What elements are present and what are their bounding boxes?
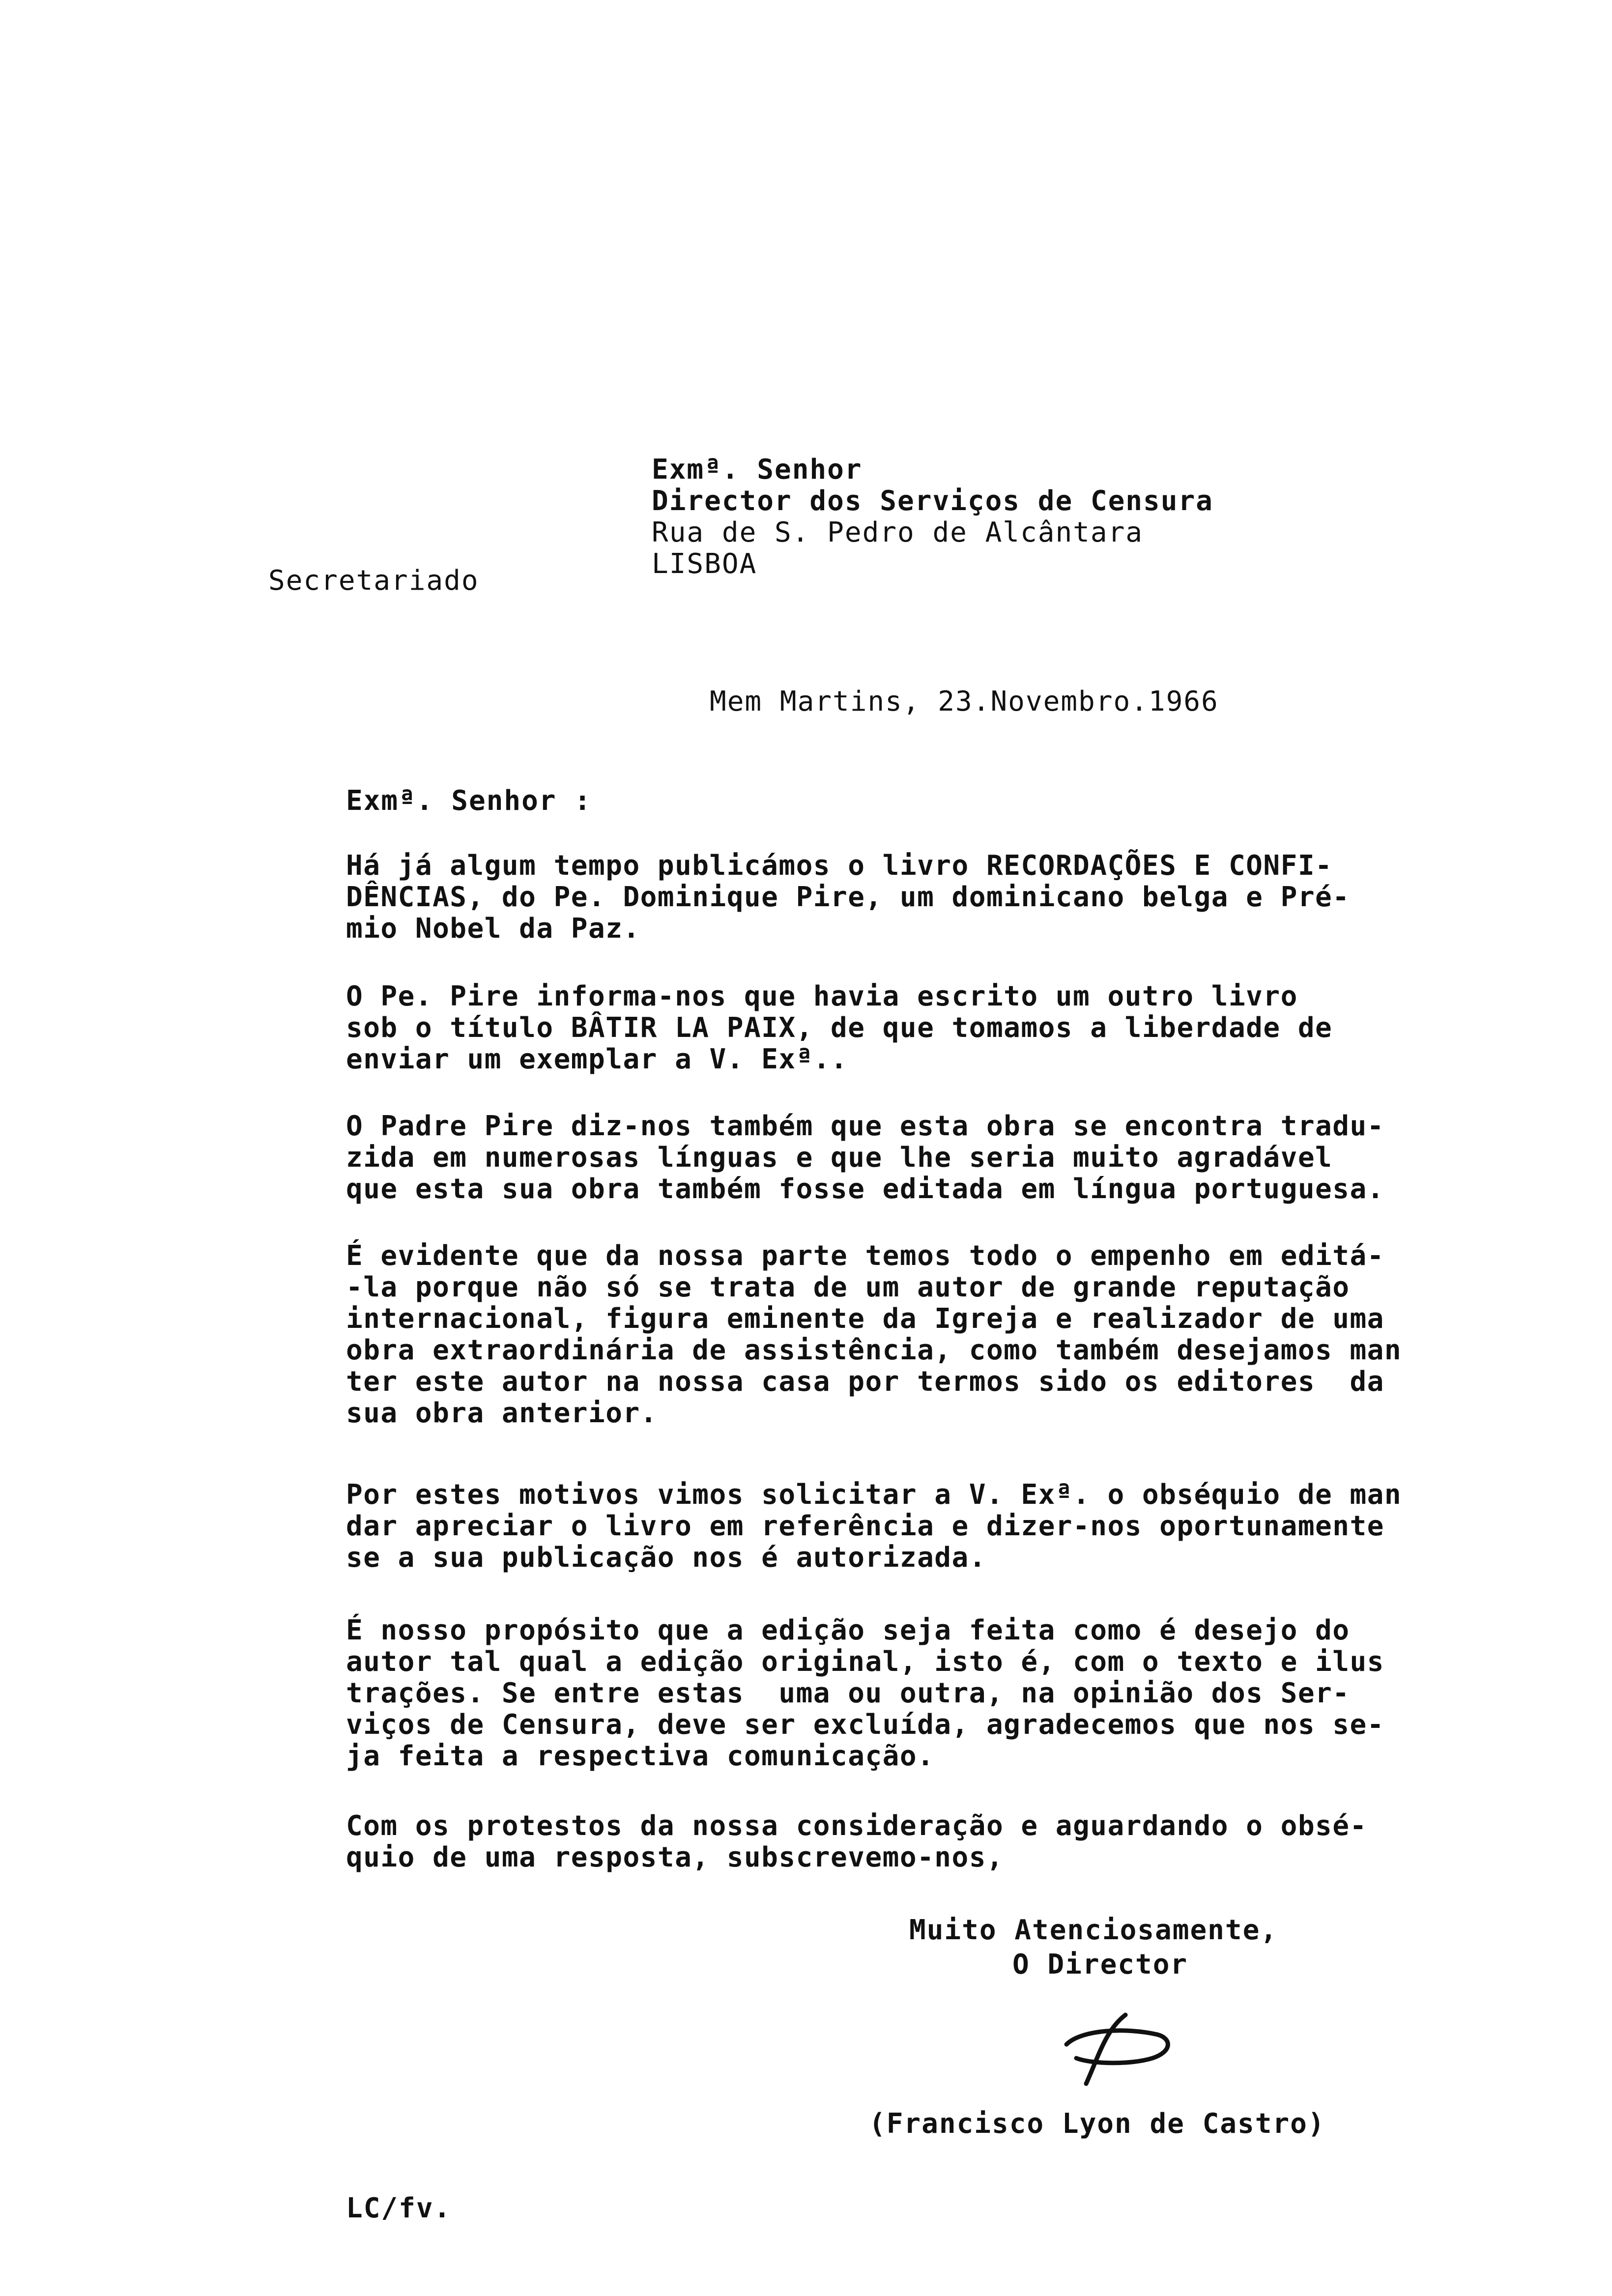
- sender-name: (Francisco Lyon de Castro): [869, 2108, 1325, 2140]
- place-date: Mem Martins, 23.Novembro.1966: [710, 686, 1219, 718]
- paragraph-7: [346, 1810, 1565, 1873]
- paragraph-line: internacional, figura eminente da Igreja e realizador de uma: [346, 1303, 1384, 1335]
- paragraph-1: [346, 850, 1565, 945]
- paragraph-5: [346, 1479, 1565, 1574]
- paragraph-line: Por estes motivos vimos solicitar a V. Exª. o obséquio de man: [346, 1479, 1402, 1511]
- paragraph-line: obra extraordinária de assistência, como também desejamos man: [346, 1334, 1402, 1366]
- paragraph-line: trações. Se entre estas uma ou outra, na opinião dos Ser-: [346, 1677, 1350, 1709]
- handwritten-signature-icon: [1052, 2010, 1180, 2089]
- closing: Muito Atenciosamente,: [909, 1914, 1278, 1946]
- paragraph-line: Com os protestos da nossa consideração e aguardando o obsé-: [346, 1810, 1367, 1842]
- sender-title: O Director: [1012, 1949, 1188, 1980]
- paragraph-line: enviar um exemplar a V. Exª..: [346, 1043, 848, 1075]
- paragraph-line: O Padre Pire diz-nos também que esta obra se encontra tradu-: [346, 1110, 1384, 1142]
- paragraph-line: Há já algum tempo publicámos o livro RECORDAÇÕES E CONFI-: [346, 850, 1333, 882]
- recipient-city: LISBOA: [652, 548, 757, 580]
- paragraph-line: que esta sua obra também fosse editada em língua portuguesa.: [346, 1173, 1384, 1205]
- paragraph-line: ter este autor na nossa casa por termos sido os editores da: [346, 1366, 1384, 1398]
- paragraph-2: [346, 981, 1565, 1075]
- paragraph-line: ja feita a respectiva comunicação.: [346, 1740, 935, 1772]
- recipient-street: Rua de S. Pedro de Alcântara: [652, 517, 1144, 548]
- paragraph-line: mio Nobel da Paz.: [346, 913, 640, 945]
- paragraph-line: O Pe. Pire informa-nos que havia escrito um outro livro: [346, 980, 1298, 1012]
- greeting: Exmª. Senhor :: [346, 785, 592, 817]
- recipient-salutation: Exmª. Senhor: [652, 454, 863, 486]
- paragraph-3: [346, 1111, 1565, 1205]
- recipient-title: Director dos Serviços de Censura: [652, 485, 1213, 517]
- paragraph-line: se a sua publicação nos é autorizada.: [346, 1542, 986, 1574]
- paragraph-4: [346, 1240, 1565, 1429]
- paragraph-line: sob o título BÂTIR LA PAIX, de que tomamos a liberdade de: [346, 1012, 1333, 1044]
- paragraph-line: sua obra anterior.: [346, 1397, 658, 1429]
- department-label: Secretariado: [268, 565, 479, 597]
- paragraph-line: autor tal qual a edição original, isto é, com o texto e ilus: [346, 1646, 1384, 1678]
- paragraph-line: viços de Censura, deve ser excluída, agradecemos que nos se-: [346, 1709, 1384, 1741]
- paragraph-6: [346, 1615, 1565, 1772]
- paragraph-line: -la porque não só se trata de um autor de grande reputação: [346, 1271, 1350, 1303]
- paragraph-line: dar apreciar o livro em referência e dizer-nos oportunamente: [346, 1510, 1384, 1542]
- paragraph-line: DÊNCIAS, do Pe. Dominique Pire, um dominicano belga e Pré-: [346, 881, 1350, 913]
- paragraph-line: quio de uma resposta, subscrevemo-nos,: [346, 1841, 1004, 1873]
- paragraph-line: zida em numerosas línguas e que lhe seria muito agradável: [346, 1142, 1333, 1174]
- paragraph-line: É nosso propósito que a edição seja feita como é desejo do: [346, 1614, 1350, 1646]
- paragraph-line: É evidente que da nossa parte temos todo o empenho em editá-: [346, 1240, 1384, 1272]
- reference-initials: LC/fv.: [346, 2192, 452, 2224]
